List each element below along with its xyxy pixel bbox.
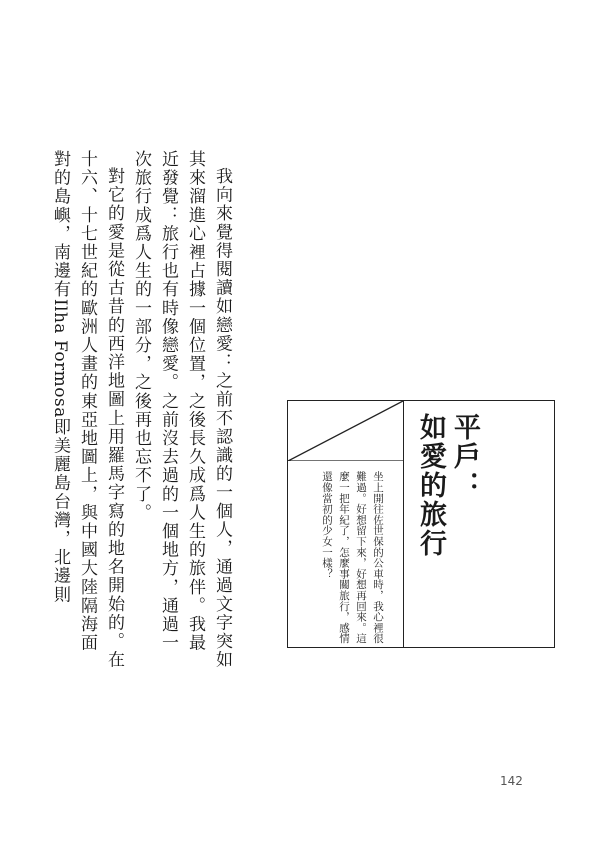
title-box-diagonal-line	[288, 401, 403, 461]
chapter-title-line-1: 平戶：	[449, 413, 480, 500]
paragraph-2-part-b: 即美麗島台灣，北邊則	[50, 417, 70, 604]
chapter-title-box	[287, 400, 555, 648]
title-box-divider	[403, 401, 404, 647]
paragraph-2-latin: Ilha Formosa	[50, 298, 70, 418]
chapter-title	[413, 413, 481, 638]
page-number: 142	[500, 774, 523, 788]
chapter-caption: 坐上開往佐世保的公車時，我心裡很難過。好想留下來，好想再回來。這麼一把年紀了，怎麼事關旅行，感情還像當初的少女一樣？	[321, 471, 384, 644]
body-text	[50, 150, 235, 670]
paragraph-2	[46, 150, 127, 670]
paragraph-1: 我向來覺得閱讀如戀愛：之前不認識的一個人，通過文字突如其來溜進心裡占據一個位置，之後長久成爲人生的旅伴。我最近發覺：旅行也有時像戀愛。之前沒去過的一個地方，通過一次旅行成爲人生的一部分，之後再也忘不了。	[131, 150, 232, 670]
paragraph-2-part-a: 對它的愛是從古昔的西洋地圖上用羅馬字寫的地名開始的。在十六、十七世紀的歐洲人畫的東亞地圖上，與中國大陸隔海面對的島嶼，南邊有	[50, 150, 124, 670]
chapter-title-line-2: 如愛的旅行	[415, 413, 446, 558]
